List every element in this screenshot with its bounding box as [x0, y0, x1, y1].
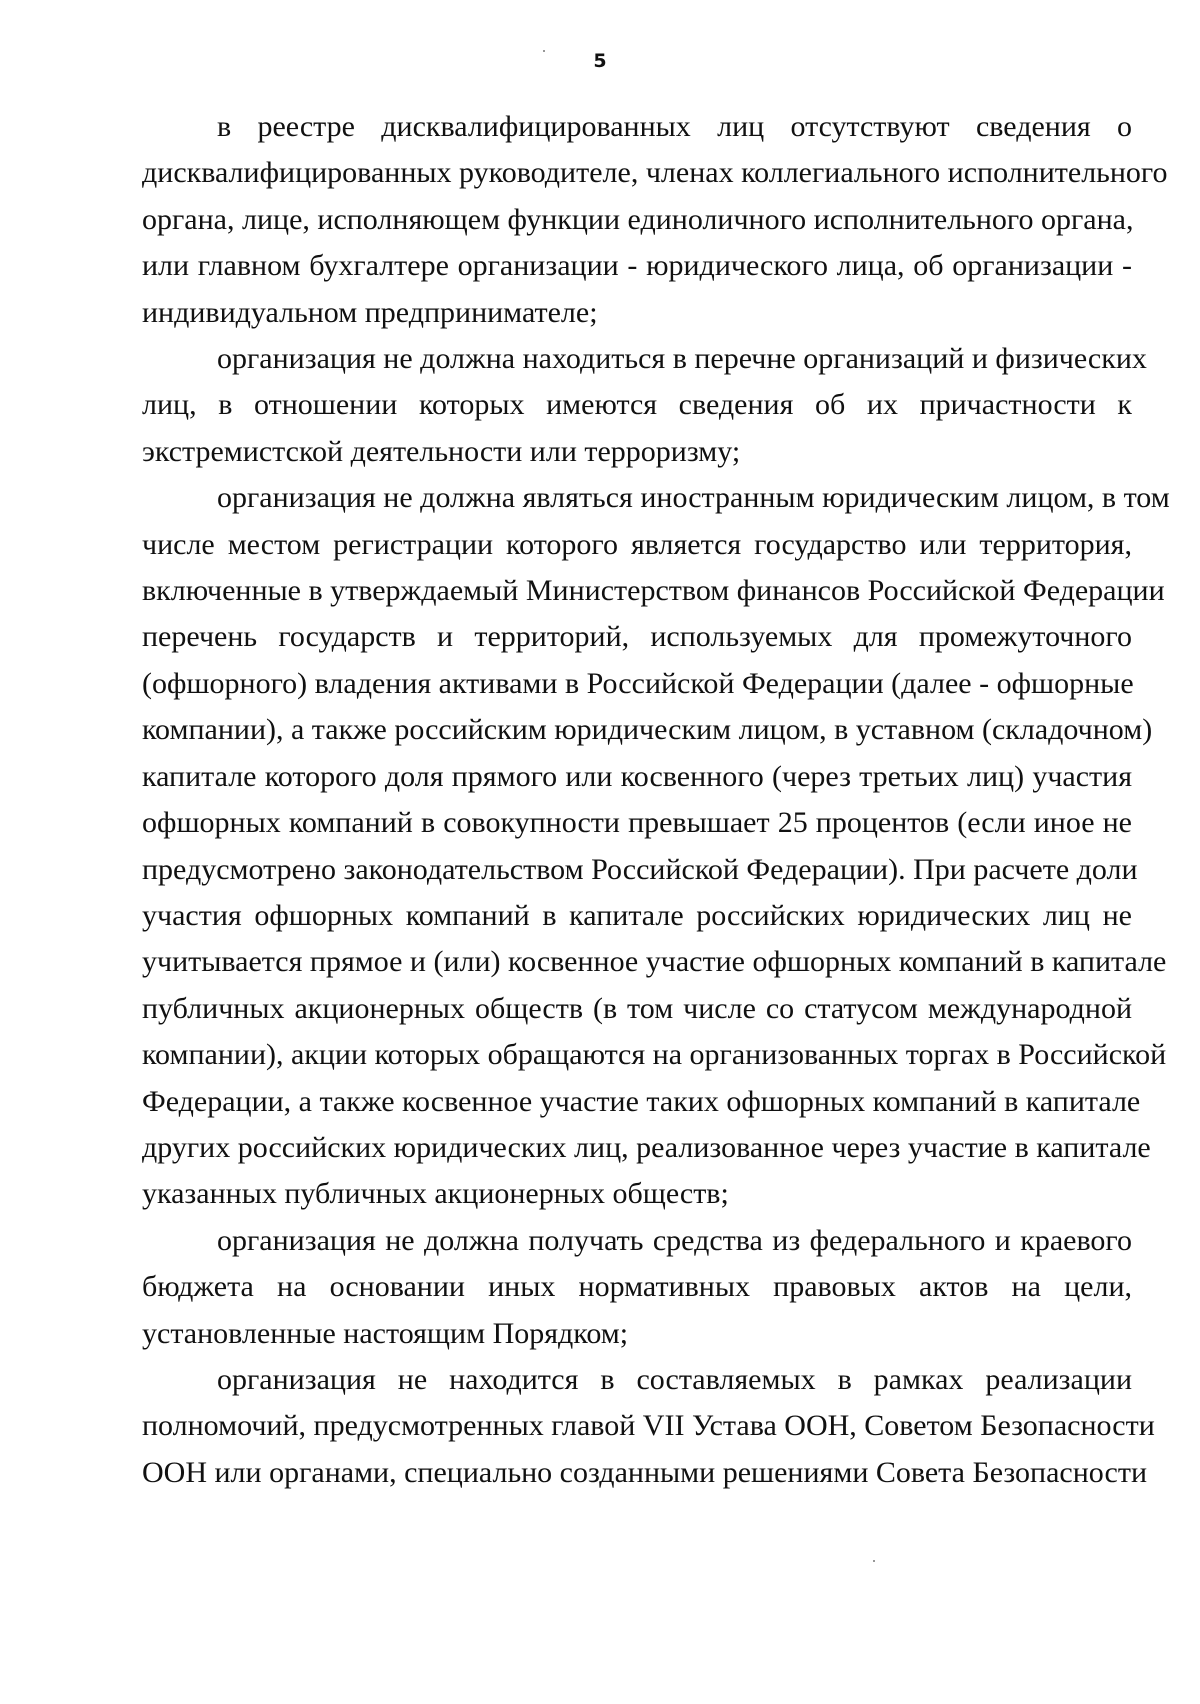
text-line: полномочий, предусмотренных главой VII Устава ООН, Советом Безопасности	[142, 1409, 1155, 1443]
scan-speck	[873, 1560, 875, 1562]
text-line: организация не должна получать средства из федерального и краевого	[217, 1223, 1132, 1257]
text-line: бюджета на основании иных нормативных правовых актов на цели,	[142, 1270, 1132, 1304]
text-line: лиц, в отношении которых имеются сведения об их причастности к	[142, 388, 1132, 422]
text-line: компании), акции которых обращаются на организованных торгах в Российской	[142, 1038, 1167, 1072]
text-line: указанных публичных акционерных обществ;	[142, 1177, 729, 1211]
text-line: организация не должна являться иностранным юридическим лицом, в том	[217, 481, 1170, 515]
text-line: или главном бухгалтере организации - юридического лица, об организации -	[142, 249, 1132, 283]
text-line: включенные в утверждаемый Министерством финансов Российской Федерации	[142, 574, 1165, 608]
paragraph	[142, 1218, 1132, 1357]
document-body	[142, 104, 1170, 1496]
text-line: капитале которого доля прямого или косвенного (через третьих лиц) участия	[142, 759, 1132, 793]
text-line: участия офшорных компаний в капитале российских юридических лиц не	[142, 898, 1132, 932]
text-line: офшорных компаний в совокупности превышает 25 процентов (если иное не	[142, 806, 1132, 840]
text-line: дисквалифицированных руководителе, членах коллегиального исполнительного	[142, 156, 1168, 190]
text-line: других российских юридических лиц, реализованное через участие в капитале	[142, 1130, 1151, 1164]
text-line: Федерации, а также косвенное участие таких офшорных компаний в капитале	[142, 1084, 1141, 1118]
text-line: числе местом регистрации которого является государство или территория,	[142, 527, 1132, 561]
text-line: публичных акционерных обществ (в том числе со статусом международной	[142, 991, 1132, 1025]
scan-speck	[543, 50, 545, 52]
paragraph	[142, 475, 1170, 1218]
text-line: (офшорного) владения активами в Российской Федерации (далее - офшорные	[142, 666, 1134, 700]
text-line: в реестре дисквалифицированных лиц отсутствуют сведения о	[217, 110, 1132, 143]
text-line: установленные настоящим Порядком;	[142, 1316, 629, 1350]
text-line: организация не находится в составляемых в рамках реализации	[217, 1362, 1132, 1396]
text-line: компании), а также российским юридическим лицом, в уставном (складочном)	[142, 713, 1153, 747]
text-line: ООН или органами, специально созданными решениями Совета Безопасности	[142, 1455, 1148, 1489]
text-line: предусмотрено законодательством Российской Федерации). При расчете доли	[142, 852, 1138, 886]
page-number: 5	[593, 50, 607, 72]
text-line: органа, лице, исполняющем функции единоличного исполнительного органа,	[142, 202, 1134, 236]
text-line: перечень государств и территорий, используемых для промежуточного	[142, 620, 1132, 654]
text-line: индивидуальном предпринимателе;	[142, 295, 598, 329]
text-line: учитывается прямое и (или) косвенное участие офшорных компаний в капитале	[142, 945, 1167, 979]
paragraph	[142, 1357, 1155, 1496]
paragraph	[142, 104, 1168, 336]
text-line: экстремистской деятельности или терроризму;	[142, 434, 741, 468]
paragraph	[142, 336, 1147, 475]
text-line: организация не должна находиться в перечне организаций и физических	[217, 342, 1147, 376]
